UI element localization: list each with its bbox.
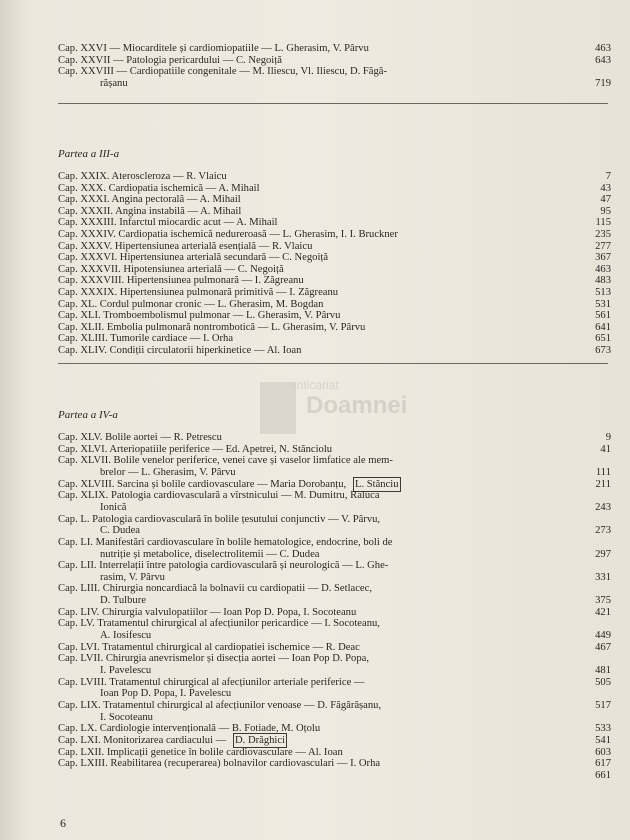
toc-entry-page: 531 [595, 298, 611, 310]
toc-entry-page: 273 [595, 525, 611, 537]
toc-entry-title: I. Pavelescu [100, 665, 152, 676]
toc-entry-page: 47 [600, 194, 611, 206]
toc-entry-page: 661 [595, 769, 611, 781]
toc-entry [58, 55, 611, 66]
toc-entry-title: Cap. LII. Interrelații între patologia cardiovasculară și neurologică — L. Ghe- [58, 560, 389, 572]
toc-entry-title: brelor — L. Gherasim, V. Pârvu [100, 466, 236, 478]
toc-entry [58, 653, 611, 664]
toc-entry [58, 735, 611, 746]
toc-entry [58, 310, 611, 321]
toc-entry-title: Cap. LXIII. Reabilitarea (recuperarea) bolnavilor cardiovasculari — I. Orha [58, 758, 381, 770]
toc-entry-page: 367 [595, 252, 611, 264]
toc-entry [58, 700, 611, 711]
toc-entry [58, 217, 611, 228]
toc-entry-page: 617 [595, 758, 611, 770]
toc-entry-title: Cap. XXXVIII. Hipertensiunea pulmonară — I. Zăgreanu [58, 275, 304, 287]
toc-entry [58, 455, 611, 466]
toc-entry [58, 560, 611, 571]
toc-entry-title: rășanu [100, 77, 128, 89]
toc-entry-page: 505 [595, 676, 611, 688]
toc-entry-page: 603 [595, 746, 611, 758]
toc-entry-page: 467 [595, 641, 611, 653]
toc-entry-boxed-author: D. Drăghici [235, 734, 286, 746]
toc-entry [58, 275, 611, 286]
toc-entry [58, 479, 611, 490]
toc-entry-title: Cap. LX. Cardiologie intervențională — B. Fotiade, M. Oțolu [58, 723, 321, 735]
toc-entry [58, 572, 611, 583]
toc-entry-title: Cap. XLV. Bolile aortei — R. Petrescu [58, 432, 222, 443]
toc-entry [58, 583, 611, 594]
toc-entry-boxed-author: L. Stănciu [355, 478, 399, 490]
toc-entry [58, 206, 611, 217]
watermark-line2: Doamnei [306, 392, 408, 419]
toc-entry-title: Cap. XXVI — Miocarditele și cardiomiopatiile — L. Gherasim, V. Pârvu [58, 43, 369, 54]
toc-entry [58, 183, 611, 194]
toc-entry [58, 595, 611, 606]
toc-entry-title: Cap. XLI. Tromboembolismul pulmonar — L. Gherasim, V. Pârvu [58, 310, 341, 322]
toc-entry-page: 243 [595, 501, 611, 513]
toc-entry-title: Cap. LVII. Chirurgia anevrismelor și disecția aortei — Ioan Pop D. Popa, [58, 653, 369, 665]
toc-entry [58, 747, 611, 758]
toc-entry-title: Cap. XL. Cordul pulmonar cronic — L. Gherasim, M. Bogdan [58, 298, 324, 310]
toc-entry [58, 229, 611, 240]
toc-entry [58, 287, 611, 298]
toc-entry-page: 673 [595, 345, 611, 356]
toc-entry-title: Cap. XLIX. Patologia cardiovasculară a vîrstnicului — M. Dumitru, Raluca [58, 490, 380, 502]
toc-entry-title: Cap. XLIII. Tumorile cardiace — I. Orha [58, 333, 234, 345]
toc-entry-title: rasim, V. Pârvu [100, 571, 165, 583]
toc-entry [58, 537, 611, 548]
toc-entry [58, 630, 611, 641]
toc-entry [58, 490, 611, 501]
toc-entry-title: Cap. LVIII. Tratamentul chirurgical al afecțiunilor arteriale periferice — [58, 676, 365, 688]
page-number: 6 [60, 816, 66, 830]
toc-entry-page: 95 [600, 205, 611, 217]
toc-entry-page: 235 [595, 229, 611, 240]
toc-entry [58, 712, 611, 723]
toc-entry-page: 7 [605, 171, 611, 182]
toc-entry [58, 502, 611, 513]
toc-entry-page: 463 [595, 263, 611, 275]
toc-entry-page: 641 [595, 321, 611, 333]
toc-entry-title: Cap. LI. Manifestări cardiovasculare în bolile hematologice, endocrine, boli de [58, 536, 393, 548]
toc-entry-page: 277 [595, 240, 611, 252]
toc-entry [58, 322, 611, 333]
toc-entry [58, 241, 611, 252]
toc-entry-title: Cap. XLIV. Condiții circulatorii hiperkinetice — Al. Ioan [58, 345, 302, 356]
toc-entry-title: A. Iosifescu [100, 630, 152, 642]
toc-entry [58, 78, 611, 89]
toc-entry-title: Cap. XLVII. Bolile venelor periferice, venei cave și vaselor limfatice ale mem- [58, 455, 393, 467]
toc-entry [58, 66, 611, 77]
toc-entry [58, 677, 611, 688]
toc-entry-title: Cap. XXXV. Hipertensiunea arterială esențială — R. Vlaicu [58, 240, 313, 252]
toc-entry-page: 481 [595, 665, 611, 676]
toc-entry [58, 333, 611, 344]
toc-entry [58, 525, 611, 536]
watermark [250, 378, 430, 438]
toc-entry [58, 264, 611, 275]
toc-entry-page: 463 [595, 43, 611, 54]
toc-entry [58, 642, 611, 653]
toc-entry [58, 770, 611, 781]
partea-4-heading: Partea a IV-a [58, 409, 118, 421]
toc-entry-title: Cap. XXX. Cardiopatia ischemică — A. Mihail [58, 182, 260, 194]
toc-entry-title: Cap. LIII. Chirurgia noncardiacă la bolnavii cu cardiopatii — D. Setlacec, [58, 583, 372, 595]
toc-entry-page: 533 [595, 723, 611, 735]
toc-entry [58, 758, 611, 769]
toc-entry [58, 549, 611, 560]
toc-entry-title: Cap. XXXVI. Hipertensiunea arterială secundară — C. Negoiță [58, 252, 329, 264]
toc-entry [58, 665, 611, 676]
toc-entry [58, 252, 611, 263]
section-divider [58, 103, 608, 104]
toc-entry [58, 432, 611, 443]
toc-entry-title: Cap. XXXIX. Hipertensiunea pulmonară primitivă — I. Zăgreanu [58, 287, 339, 298]
toc-entry-page: 561 [595, 310, 611, 322]
toc-entry-page: 483 [595, 275, 611, 287]
partea-3-heading: Partea a III-a [58, 148, 120, 160]
toc-entry [58, 43, 611, 54]
toc-entry-title: Cap. XXXVII. Hipotensiunea arterială — C. Negoiță [58, 263, 284, 275]
toc-entry-title: nutriție și metabolice, diselectrolitemii — C. Dudea [100, 548, 320, 560]
toc-entry-page: 421 [595, 606, 611, 618]
toc-entry [58, 723, 611, 734]
toc-entry-page: 297 [595, 548, 611, 560]
toc-entry-title: Cap. XXVIII — Cardiopatiile congenitale — M. Iliescu, Vl. Iliescu, D. Făgă- [58, 66, 388, 77]
toc-entry-page: 449 [595, 630, 611, 642]
watermark-line1: anticariat [290, 378, 339, 392]
toc-entry [58, 514, 611, 525]
toc-entry-page: 651 [595, 333, 611, 345]
toc-entry [58, 467, 611, 478]
toc-entry-page: 643 [595, 54, 611, 66]
toc-entry-page: 111 [595, 466, 611, 478]
toc-entry [58, 444, 611, 455]
toc-entry-title: Cap. XXXII. Angina instabilă — A. Mihail [58, 205, 242, 217]
toc-entry-title: Cap. LIX. Tratamentul chirurgical al afecțiunilor venoase — D. Făgărășanu, [58, 699, 382, 711]
toc-entry-title: I. Socoteanu [100, 711, 153, 723]
toc-entry-page: 115 [595, 217, 611, 229]
toc-entry-title: Cap. LXI. Monitorizarea cardiacului — [58, 734, 227, 746]
toc-entry-title: Cap. LXII. Implicații genetice în bolile cardiovasculare — Al. Ioan [58, 746, 343, 758]
toc-entry [58, 688, 611, 699]
toc-entry-title: Cap. XXXIV. Cardiopatia ischemică nedureroasă — L. Gherasim, I. I. Bruckner [58, 229, 398, 240]
toc-entry-title: C. Dudea [100, 525, 141, 537]
toc-entry-page: 513 [595, 287, 611, 298]
toc-entry-page: 517 [595, 699, 611, 711]
toc-entry-title: D. Tulbure [100, 595, 146, 607]
toc-entry [58, 171, 611, 182]
section-divider [58, 363, 608, 364]
toc-entry [58, 194, 611, 205]
toc-entry-page: 9 [605, 432, 611, 443]
toc-entry-page: 43 [600, 182, 611, 194]
toc-entry-title: Cap. LVI. Tratamentul chirurgical al cardiopatiei ischemice — R. Deac [58, 641, 360, 653]
toc-entry-title: Ionică [100, 501, 127, 513]
toc-entry-title: Cap. XXXIII. Infarctul miocardic acut — A. Mihail [58, 217, 278, 229]
watermark-logo-icon [260, 382, 296, 434]
toc-entry-title: Cap. XLVI. Arteriopatiile periferice — Ed. Apetrei, N. Stănciolu [58, 443, 333, 455]
toc-entry-title: Cap. LIV. Chirurgia valvulopatiilor — Ioan Pop D. Popa, I. Socoteanu [58, 606, 357, 618]
toc-entry-page: 375 [595, 595, 611, 607]
toc-entry-title: Cap. L. Patologia cardiovasculară în bolile țesutului conjunctiv — V. Pârvu, [58, 513, 381, 525]
toc-entry [58, 618, 611, 629]
toc-entry [58, 345, 611, 356]
toc-entry-page: 211 [595, 478, 611, 490]
toc-entry-title: Cap. XXIX. Ateroscleroza — R. Vlaicu [58, 171, 227, 182]
toc-entry [58, 607, 611, 618]
toc-entry-page: 41 [600, 443, 611, 455]
toc-entry-title: Cap. LV. Tratamentul chirurgical al afecțiunilor pericardice — I. Socoteanu, [58, 618, 380, 630]
toc-entry-page: 331 [595, 571, 611, 583]
toc-entry-title: Cap. XXXI. Angina pectorală — A. Mihail [58, 194, 241, 206]
toc-entry-page: 541 [595, 734, 611, 746]
toc-entry-page: 719 [595, 77, 611, 89]
toc-entry [58, 299, 611, 310]
toc-entry-title: Cap. XLII. Embolia pulmonară nontrombotică — L. Gherasim, V. Pârvu [58, 321, 366, 333]
toc-entry-title: Cap. XLVIII. Sarcina și bolile cardiovasculare — Maria Dorobanțu, [58, 478, 347, 490]
toc-entry-title: Ioan Pop D. Popa, I. Pavelescu [100, 688, 232, 700]
toc-entry-title: Cap. XXVII — Patologia pericardului — C. Negoiță [58, 54, 282, 66]
